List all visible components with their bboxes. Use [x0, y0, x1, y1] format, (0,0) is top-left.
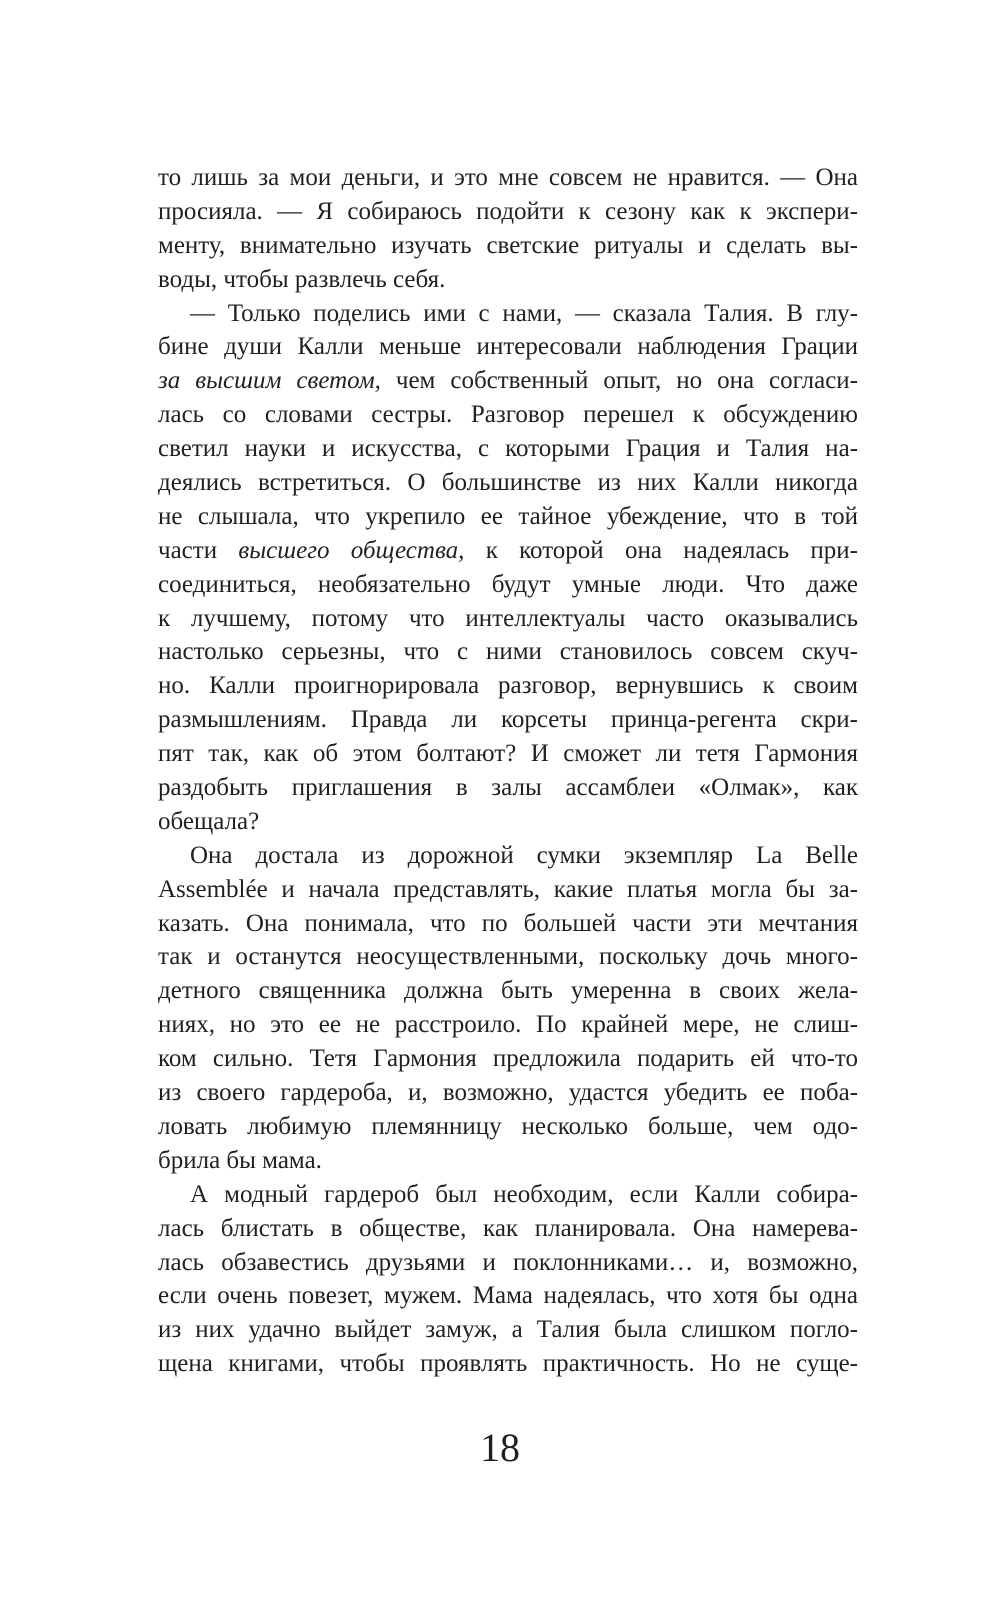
text-segment: к которой она надеялась при-: [464, 536, 859, 564]
text-line: [158, 466, 858, 500]
text-line: [158, 1313, 858, 1347]
text-line: [158, 568, 858, 602]
text-segment: казать. Она понимала, что по большей части эти мечтания: [158, 909, 858, 937]
text-segment: ком сильно. Тетя Гармония предложила подарить ей что-то: [158, 1045, 858, 1073]
text-segment: не слышала, что укрепило ее тайное убеждение, что в той: [158, 502, 858, 530]
text-segment: но. Калли проигнорировала разговор, вернувшись к своим: [158, 672, 858, 700]
text-segment: так и останутся неосуществленными, поскольку дочь много-: [158, 943, 858, 971]
text-line: [158, 161, 858, 195]
text-line: [158, 1178, 858, 1212]
italic-text: высшего общества,: [238, 536, 465, 564]
text-line: [158, 534, 858, 568]
text-segment: соединиться, необязательно будут умные люди. Что даже: [158, 570, 858, 598]
text-line: [158, 1279, 858, 1313]
text-segment: размышлениям. Правда ли корсеты принца-регента скри-: [158, 706, 858, 734]
text-segment: если очень повезет, мужем. Мама надеялась, что хотя бы одна: [158, 1282, 858, 1310]
text-segment: раздобыть приглашения в залы ассамблеи «Олмак», как: [158, 774, 858, 802]
text-line: [158, 297, 858, 331]
text-segment: Assemblée и начала представлять, какие платья могла бы за-: [158, 875, 858, 903]
text-line: [158, 1212, 858, 1246]
text-segment: Она достала из дорожной сумки экземпляр La Belle: [190, 841, 858, 869]
text-segment: то лишь за мои деньги, и это мне совсем не нравится. — Она: [158, 164, 858, 191]
text-segment: просияла. — Я собираюсь подойти к сезону как к экспери-: [158, 197, 858, 225]
text-segment: детного священника должна быть умеренна в своих жела-: [158, 977, 858, 1005]
text-segment: части: [158, 536, 239, 564]
text-line: [158, 873, 858, 907]
text-segment: ловать любимую племянницу несколько больше, чем одо-: [158, 1112, 858, 1140]
text-line: [158, 1144, 858, 1178]
text-line: [158, 1347, 858, 1381]
text-line: [158, 1110, 858, 1144]
text-line: [158, 1042, 858, 1076]
text-line: [158, 432, 858, 466]
text-segment: — Только поделись ими с нами, — сказала Талия. В глу-: [190, 299, 858, 327]
text-line: [158, 839, 858, 873]
text-line: [158, 737, 858, 771]
text-line: [158, 703, 858, 737]
text-segment: пят так, как об этом болтают? И сможет ли тетя Гармония: [158, 740, 858, 768]
text-line: [158, 1246, 858, 1280]
text-line: [158, 602, 858, 636]
italic-text: за высшим светом,: [158, 367, 381, 395]
text-line: [158, 771, 858, 805]
text-segment: лась обзавестись друзьями и поклонниками… и, возможно,: [158, 1248, 858, 1276]
text-line: [158, 229, 858, 263]
text-line: [158, 1008, 858, 1042]
text-segment: из своего гардероба, и, возможно, удастся убедить ее поба-: [158, 1079, 858, 1107]
text-segment: лась со словами сестры. Разговор перешел к обсуждению: [158, 401, 858, 429]
text-line: [158, 1076, 858, 1110]
text-segment: светил науки и искусства, с которыми Грация и Талия на-: [158, 435, 858, 463]
text-segment: А модный гардероб был необходим, если Калли собира-: [190, 1180, 858, 1208]
text-line: [158, 330, 858, 364]
text-segment: настолько серьезны, что с ними становилось совсем скуч-: [158, 638, 858, 666]
text-segment: лась блистать в обществе, как планировала. Она намерева-: [158, 1214, 858, 1242]
text-line: [158, 398, 858, 432]
text-segment: деялись встретиться. О большинстве из них Калли никогда: [158, 469, 858, 497]
page-number: 18: [480, 1425, 520, 1470]
text-segment: щена книгами, чтобы проявлять практичность. Но не суще-: [158, 1350, 858, 1378]
text-line: [158, 974, 858, 1008]
text-line: [158, 195, 858, 229]
text-line: [158, 669, 858, 703]
text-segment: брила бы мама.: [158, 1146, 322, 1174]
text-segment: менту, внимательно изучать светские ритуалы и сделать вы-: [158, 231, 858, 259]
text-segment: обещала?: [158, 807, 260, 835]
text-line: [158, 263, 858, 297]
text-line: [158, 805, 858, 839]
text-line: [158, 364, 858, 398]
text-line: [158, 907, 858, 941]
text-segment: чем собственный опыт, но она согласи-: [380, 367, 859, 395]
text-segment: ниях, но это ее не расстроило. По крайней мере, не слиш-: [158, 1011, 858, 1039]
text-segment: бине души Калли меньше интересовали наблюдения Грации: [158, 333, 858, 361]
text-line: [158, 500, 858, 534]
page-body-text: [158, 161, 858, 1381]
text-segment: из них удачно выйдет замуж, а Талия была слишком погло-: [158, 1316, 858, 1344]
text-line: [158, 940, 858, 974]
text-line: [158, 635, 858, 669]
text-segment: к лучшему, потому что интеллектуалы часто оказывались: [158, 604, 858, 632]
text-segment: воды, чтобы развлечь себя.: [158, 265, 446, 293]
